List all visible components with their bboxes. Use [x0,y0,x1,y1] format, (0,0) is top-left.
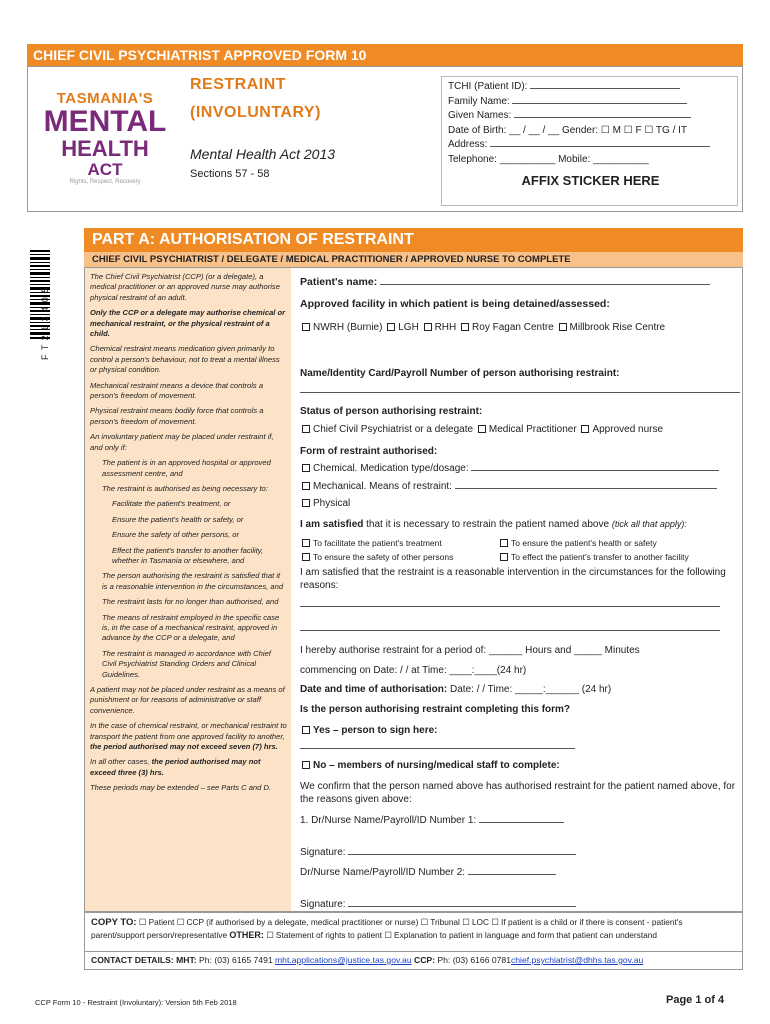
facility-option-2: RHH [434,322,457,333]
title-block [190,76,430,180]
address-field[interactable] [490,138,710,147]
act-name: Mental Health Act 2013 [190,146,336,162]
reason-checkbox-2[interactable] [302,553,310,561]
authorise-period[interactable]: I hereby authorise restraint for a period of: ______ Hours and _____ Minutes [300,645,640,656]
satisfied-line [300,519,740,530]
facility-option-1: LGH [398,322,419,333]
facility-checkbox-0[interactable] [302,323,310,331]
guidance-p8b: the period authorised may not exceed seven (7) hrs. [90,742,278,752]
facility-checkbox-4[interactable] [559,323,567,331]
status-label: Status of person authorising restraint: [300,406,483,417]
contact-label: CONTACT DETAILS: MHT: [91,955,197,965]
copy-to-text2[interactable]: ☐ Statement of rights to patient ☐ Explanation to patient in language and form that patient can understand [266,930,657,941]
logo-tagline: Rights, Respect, Recovery [69,179,141,185]
guidance-p5: Physical restraint means bodily force that controls a person's freedom of movement. [90,406,264,426]
ccp-label: CCP: [411,955,436,965]
guidance-p10: These periods may be extended – see Parts C and D. [90,783,272,793]
facility-checkbox-3[interactable] [461,323,469,331]
signature2-label: Signature: [300,899,346,910]
contact-box [84,952,743,970]
yes-label: Yes – person to sign here: [313,725,438,736]
condition-2d: Effect the patient's transfer to another facility, whether in Tasmania or elsewhere, and [112,545,264,565]
satisfied-mid: that it is necessary to restrain the patient named above [363,519,612,530]
reason-options [300,536,740,564]
guidance-p9a: In all other cases, [90,757,152,767]
facility-option-3: Roy Fagan Centre [472,322,554,333]
nurse1-label: 1. Dr/Nurse Name/Payroll/ID Number 1: [300,815,477,826]
signature1-label: Signature: [300,847,346,858]
facility-checkbox-1[interactable] [387,323,395,331]
given-label: Given Names: [448,110,512,122]
condition-3: The person authorising the restraint is satisfied that it is a reasonable intervention in the circumstances, and [102,571,284,591]
satisfied-pre: I am satisfied [300,519,364,530]
yes-checkbox[interactable] [302,726,310,734]
patient-name-label: Patient's name: [300,276,378,288]
reason-checkbox-1[interactable] [500,539,508,547]
involuntary-title: (INVOLUNTARY) [190,104,321,121]
footer-version: CCP Form 10 - Restraint (Involuntary): Version 5th Feb 2018 [35,998,237,1007]
condition-1: The patient is in an approved hospital or approved assessment centre, and [102,458,271,478]
chemical-field[interactable] [471,462,719,471]
copy-to-box [84,912,743,952]
facility-label: Approved facility in which patient is being detained/assessed: [300,298,610,310]
status-option-2: Approved nurse [592,424,664,435]
status-checkbox-0[interactable] [302,425,310,433]
reason-0: To facilitate the patient's treatment [313,538,442,548]
tchi-label: TCHI (Patient ID): [448,81,528,92]
guidance-p8 [90,721,287,752]
facility-options [300,320,740,335]
given-field[interactable] [514,109,691,118]
nurse2-field[interactable] [468,866,556,875]
reason-checkbox-3[interactable] [500,553,508,561]
affix-sticker: AFFIX STICKER HERE [521,172,660,188]
guidance-p7: A patient may not be placed under restraint as a means of punishment or for reasons of administrative or staff convenience. [90,685,285,715]
status-option-1: Medical Practitioner [488,424,577,435]
guidance-p9 [90,757,287,778]
condition-4: The restraint lasts for no longer than authorised, and [102,597,279,607]
physical-label: Physical [313,498,351,509]
signature1-field[interactable] [348,846,576,855]
facility-option-0: NWRH (Burnie) [313,322,383,333]
ccp-phone: Ph: (03) 6166 0781 [435,955,511,965]
tchi-field[interactable] [530,80,680,89]
sections-ref: Sections 57 - 58 [190,168,270,180]
address-label: Address: [448,139,488,151]
form-restraint-label: Form of restraint authorised: [300,446,438,457]
restraint-title: RESTRAINT [190,76,287,93]
condition-2a: Facilitate the patient's treatment, or [112,499,231,509]
reasonable-text: I am satisfied that the restraint is a reasonable intervention in the circumstances for the following reasons: [300,567,726,591]
facility-option-4: Millbrook Rise Centre [569,322,666,333]
part-a-title: PART A: AUTHORISATION OF RESTRAINT [92,231,414,248]
mechanical-field[interactable] [455,480,717,489]
nurse1-field[interactable] [479,814,564,823]
reason-3: To effect the patient's transfer to another facility [511,552,689,562]
name-id-field[interactable] [300,384,740,393]
logo-line2: MENTAL [43,105,167,138]
part-a-bar [84,228,743,252]
mechanical-label: Mechanical. Means of restraint: [313,481,452,492]
date-time-auth-rest: Date: / / Time: _____:______ (24 hr) [447,684,612,695]
completing-label: Is the person authorising restraint completing this form? [300,704,571,715]
physical-checkbox[interactable] [302,499,310,507]
no-checkbox[interactable] [302,761,310,769]
facility-checkbox-2[interactable] [424,323,432,331]
family-field[interactable] [512,95,687,104]
guidance-p8a: In the case of chemical restraint, or mechanical restraint to transport the patient from one approved facility to another, [90,721,287,741]
chemical-label: Chemical. Medication type/dosage: [313,463,469,474]
telephone-line[interactable]: Telephone: __________ Mobile: __________ [448,153,649,165]
part-a-subtitle-bar [84,252,743,267]
confirm-text: We confirm that the person named above has authorised restraint for the patient named above, for the reasons given above: [300,781,736,805]
status-option-0: Chief Civil Psychiatrist or a delegate [313,424,474,435]
ccp-email-link[interactable]: chief.psychiatrist@dhhs.tas.gov.au [510,955,644,965]
nurse2-label: Dr/Nurse Name/Payroll/ID Number 2: [300,867,466,878]
guidance-p1: The Chief Civil Psychiatrist (CCP) (or a delegate), a medical practitioner or an approved nurse may authorise physical restraint of an adult. [90,272,280,302]
guidance-p6: An involuntary patient may be placed under restraint if, and only if: [90,432,274,452]
reason-2: To ensure the safety of other persons [313,552,454,562]
satisfied-tick: (tick all that apply): [611,519,687,529]
status-checkbox-2[interactable] [581,425,589,433]
guidance-p9b: the period authorised may not exceed three (3) hrs. [90,757,261,777]
logo-line4: ACT [87,160,123,179]
date-time-auth-label: Date and time of authorisation: [300,684,448,695]
guidance-p4: Mechanical restraint means a device that controls a person's freedom of movement. [90,380,264,401]
patient-fields [448,80,733,188]
copy-to-label: COPY TO: [91,917,137,928]
dob-line[interactable]: Date of Birth: __ / __ / __ Gender: ☐ M ☐ F ☐ TG / IT [448,124,688,136]
other-label: OTHER: [229,930,264,941]
footer-page: Page 1 of 4 [666,994,725,1006]
chemical-checkbox[interactable] [302,464,310,472]
guidance-p3: Chemical restraint means medication given primarily to control a person's behaviour, not to treat a mental illness or physical condition. [90,344,280,375]
condition-2b: Ensure the patient's health or safety, or [112,514,244,524]
mht-phone: Ph: (03) 6165 7491 [196,955,276,965]
mht-email-link[interactable]: mht.applications@justice.tas.gov.au [275,955,412,965]
reasons-field-2[interactable] [300,622,720,631]
status-options [300,424,740,435]
family-label: Family Name: [448,95,510,107]
signature2-field[interactable] [348,898,576,907]
guidance-p2: Only the CCP or a delegate may authorise chemical or mechanical restraint, or the physical restraint of a child. [90,308,286,339]
logo [30,90,180,200]
reasons-field-1[interactable] [300,598,720,607]
logo-line1: TASMANIA'S [56,90,154,107]
form-title: CHIEF CIVIL PSYCHIATRIST APPROVED FORM 10 [33,47,367,63]
reason-1: To ensure the patient's health or safety [511,538,657,548]
patient-name-field[interactable] [380,276,710,285]
condition-2: The restraint is authorised as being necessary to: [102,483,268,493]
logo-line3: HEALTH [61,136,149,161]
condition-6: The restraint is managed in accordance with Chief Civil Psychiatrist Standing Orders and Clinical Guidelines. [102,648,271,679]
condition-2c: Ensure the safety of other persons, or [112,530,240,540]
status-checkbox-1[interactable] [478,425,486,433]
no-label: No – members of nursing/medical staff to complete: [313,760,560,771]
mechanical-checkbox[interactable] [302,482,310,490]
commencing[interactable]: commencing on Date: / / at Time: ____:____(24 hr) [300,665,527,676]
condition-5: The means of restraint employed in the specific case is, in the case of a mechanical restraint, approved in advance by the CCP or a delegate, and [102,612,280,643]
date-time-auth-line[interactable] [300,684,740,695]
reason-checkbox-0[interactable] [302,539,310,547]
copy-to-text1[interactable]: ☐ Patient ☐ CCP (if authorised by a delegate, medical practitioner or nurse) ☐ Tribunal ☐ LOC ☐ If patient is a child or if there is consent - patient's parent/support person/representative [91,917,683,941]
guidance-column [85,268,291,911]
barcode-text: F T 2 1 3 4 0 5 [40,286,50,360]
form-title-bar [27,44,743,66]
part-a-subtitle: CHIEF CIVIL PSYCHIATRIST / DELEGATE / MEDICAL PRACTITIONER / APPROVED NURSE TO COMPLETE [92,254,571,265]
name-id-label: Name/Identity Card/Payroll Number of person authorising restraint: [300,368,620,379]
yes-signature-field[interactable] [300,740,575,749]
